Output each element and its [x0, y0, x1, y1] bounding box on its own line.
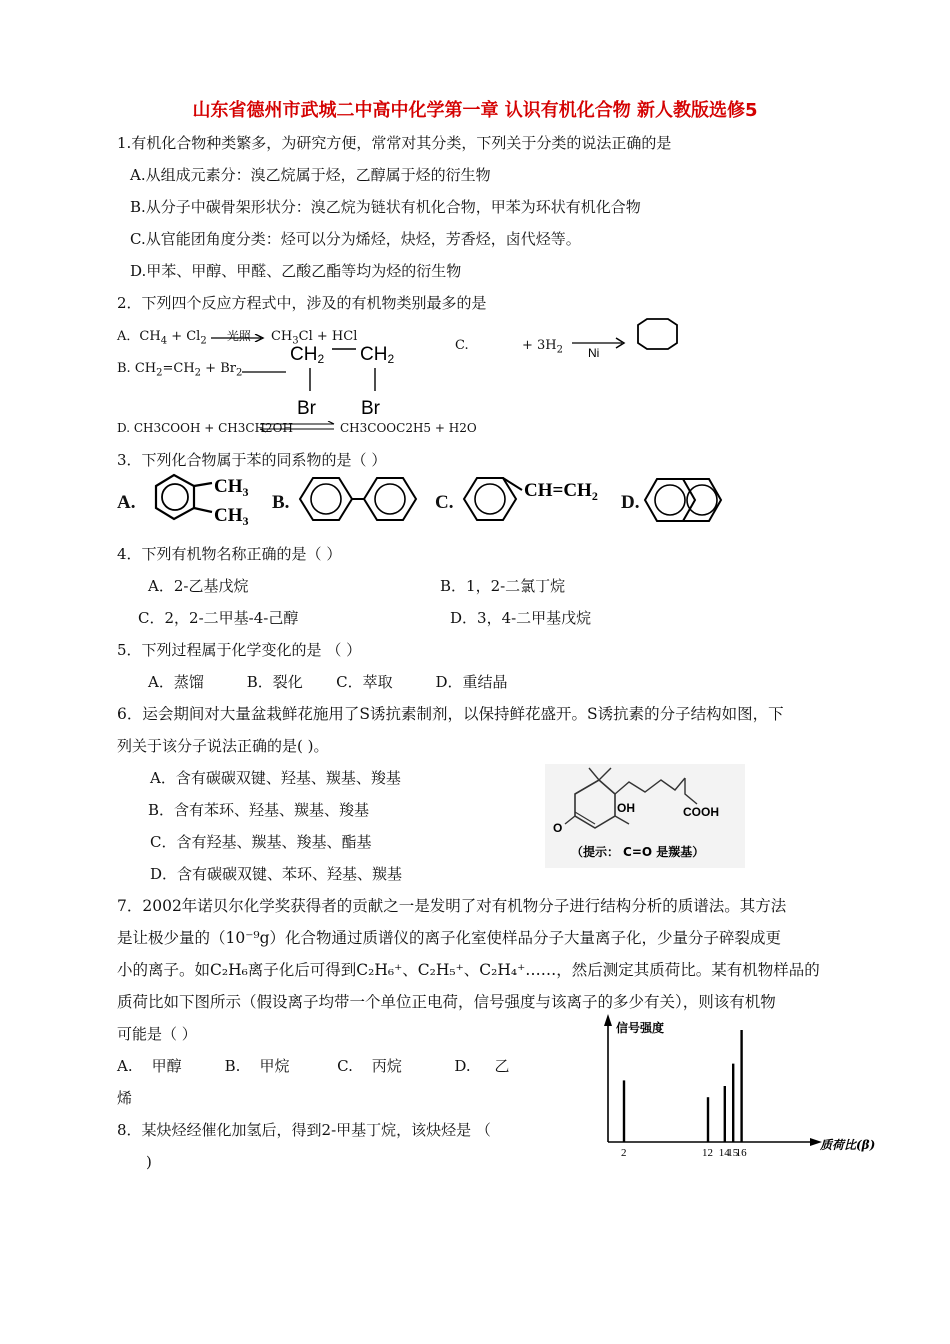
- q4-option-d: D．3，4-二甲基戊烷: [450, 609, 592, 627]
- svg-text:CH3: $CH_3$: [214, 505, 249, 528]
- svg-text:Br: Br: [297, 398, 316, 419]
- q3-o-xylene: [146, 470, 268, 530]
- page-title: 山东省德州市武城二中高中化学第一章 认识有机化合物 新人教版选修5: [192, 100, 758, 121]
- q2-option-d: D. CH3COOH + CH3CH2OH: [117, 421, 293, 435]
- x-tick-label-2: 2: [621, 1147, 627, 1159]
- mass-spectrum-chart: [596, 1010, 896, 1162]
- q6-stem-line1: 6．运会期间对大量盆栽鲜花施用了S诱抗素制剂，以保持鲜花盛开。S诱抗素的分子结构如图，下: [117, 705, 784, 723]
- svg-text:OH: OH: [617, 801, 635, 815]
- q6-option-b: B．含有苯环、羟基、羰基、羧基: [148, 801, 370, 819]
- q2-b-dibromoethane: [240, 336, 410, 421]
- q2-c-catalyst: Ni: [588, 346, 600, 360]
- q7-line1: 7．2002年诺贝尔化学奖获得者的贡献之一是发明了对有机物分子进行结构分析的质谱法。其方法: [117, 897, 787, 915]
- q1-option-c: C.从官能团角度分类：烃可以分为烯烃，炔烃，芳香烃，卤代烃等。: [130, 230, 581, 248]
- svg-text:CH2: CH2: [360, 344, 395, 366]
- q7-options: A. 甲醇 B. 甲烷 C. 丙烷 D. 乙: [117, 1057, 510, 1075]
- q8-line2: ): [146, 1153, 152, 1171]
- q2-c-arrow-cyclohexane: [572, 315, 687, 365]
- x-tick-label-16: 16: [735, 1147, 747, 1159]
- q6-molecule-structure: [545, 764, 745, 868]
- q2-d-products: CH3COOC2H5 + H2O: [340, 421, 477, 435]
- x-tick-label-14: 14: [718, 1147, 730, 1159]
- q3-label-b: B.: [272, 492, 290, 513]
- q3-stem: 3．下列化合物属于苯的同系物的是（ ）: [117, 451, 387, 469]
- q2-option-b: B. $CH_2=CH_2 + Br_2$: [117, 361, 243, 379]
- q2-a-arrow: 光照: [211, 326, 267, 347]
- q5-stem: 5．下列过程属于化学变化的是 （ ）: [117, 641, 362, 659]
- q7-line4: 质荷比如下图所示（假设离子均带一个单位正电荷，信号强度与该离子的多少有关），则该有机物: [117, 993, 776, 1011]
- q6-option-d: D．含有碳碳双键、苯环、羟基、羰基: [150, 865, 403, 883]
- q7-line5: 可能是（ ）: [117, 1025, 197, 1043]
- q3-label-a: A.: [117, 492, 136, 513]
- svg-text:O: O: [553, 821, 563, 835]
- q7-line3: 小的离子。如C₂H₆离子化后可得到C₂H₆⁺、C₂H₅⁺、C₂H₄⁺……，然后测定其质荷比。某有机物样品的: [117, 961, 820, 979]
- svg-text:CH2: CH2: [290, 344, 325, 366]
- q6-option-a: A．含有碳碳双键、羟基、羰基、羧基: [150, 769, 401, 787]
- q2-option-c-label: C.: [455, 338, 469, 353]
- x-axis-label: 质荷比(β): [820, 1138, 876, 1152]
- q3-label-c: C.: [435, 492, 454, 513]
- svg-text:COOH: COOH: [683, 805, 719, 819]
- q1-stem: 1.有机化合物种类繁多，为研究方便，常常对其分类，下列关于分类的说法正确的是: [117, 134, 672, 152]
- q3-naphthalene: [641, 470, 737, 532]
- q3-biphenyl: [296, 472, 426, 532]
- x-tick-label-15: 15: [727, 1147, 739, 1159]
- svg-text:Br: Br: [361, 398, 380, 419]
- svg-text:CH3: $CH_3$: [214, 476, 249, 499]
- q3-label-d: D.: [621, 492, 640, 513]
- q5-options: A．蒸馏 B．裂化 C．萃取 D．重结晶: [148, 673, 508, 691]
- q1-option-b: B.从分子中碳骨架形状分：溴乙烷为链状有机化合物，甲苯为环状有机化合物: [130, 198, 641, 216]
- svg-text:CH=CH2: $CH=CH_2$: [524, 480, 598, 503]
- q2-d-equilibrium-arrow: [258, 421, 338, 433]
- q1-option-a: A.从组成元素分：溴乙烷属于烃，乙醇属于烃的衍生物: [130, 166, 491, 184]
- q7-line2: 是让极少量的（10⁻⁹g）化合物通过质谱仪的离子化室使样品分子大量离子化，少量分子碎裂成更: [117, 929, 782, 947]
- x-tick-label-12: 12: [702, 1147, 713, 1159]
- q2-option-a: A．$CH_4 + Cl_2$ 光照 $CH_3Cl$ + HCl: [117, 326, 357, 352]
- y-axis-arrow: [604, 1014, 612, 1026]
- q1-option-d: D.甲苯、甲醇、甲醛、乙酸乙酯等均为烃的衍生物: [130, 262, 462, 280]
- q6-option-c: C．含有羟基、羰基、羧基、酯基: [150, 833, 372, 851]
- q6-stem-line2: 列关于该分子说法正确的是( )。: [117, 737, 329, 755]
- q8-line1: 8．某炔烃经催化加氢后，得到2-甲基丁烷，该炔烃是 （: [117, 1121, 491, 1139]
- q2-stem: 2．下列四个反应方程式中，涉及的有机物类别最多的是: [117, 294, 487, 312]
- q4-option-a: A．2-乙基戊烷: [148, 577, 249, 595]
- q4-option-c: C．2，2-二甲基-4-己醇: [138, 609, 299, 627]
- q4-option-b: B．1，2-二氯丁烷: [440, 577, 566, 595]
- q4-stem: 4．下列有机物名称正确的是（ ）: [117, 545, 342, 563]
- svg-text:（提示：C=O 是羰基）: （提示： C=O 是羰基）: [571, 845, 705, 859]
- y-axis-label: 信号强度: [616, 1021, 665, 1035]
- q3-styrene: [460, 472, 620, 532]
- q7-options-cont: 烯: [117, 1089, 133, 1107]
- q2-option-c: + $3H_2$: [522, 338, 564, 356]
